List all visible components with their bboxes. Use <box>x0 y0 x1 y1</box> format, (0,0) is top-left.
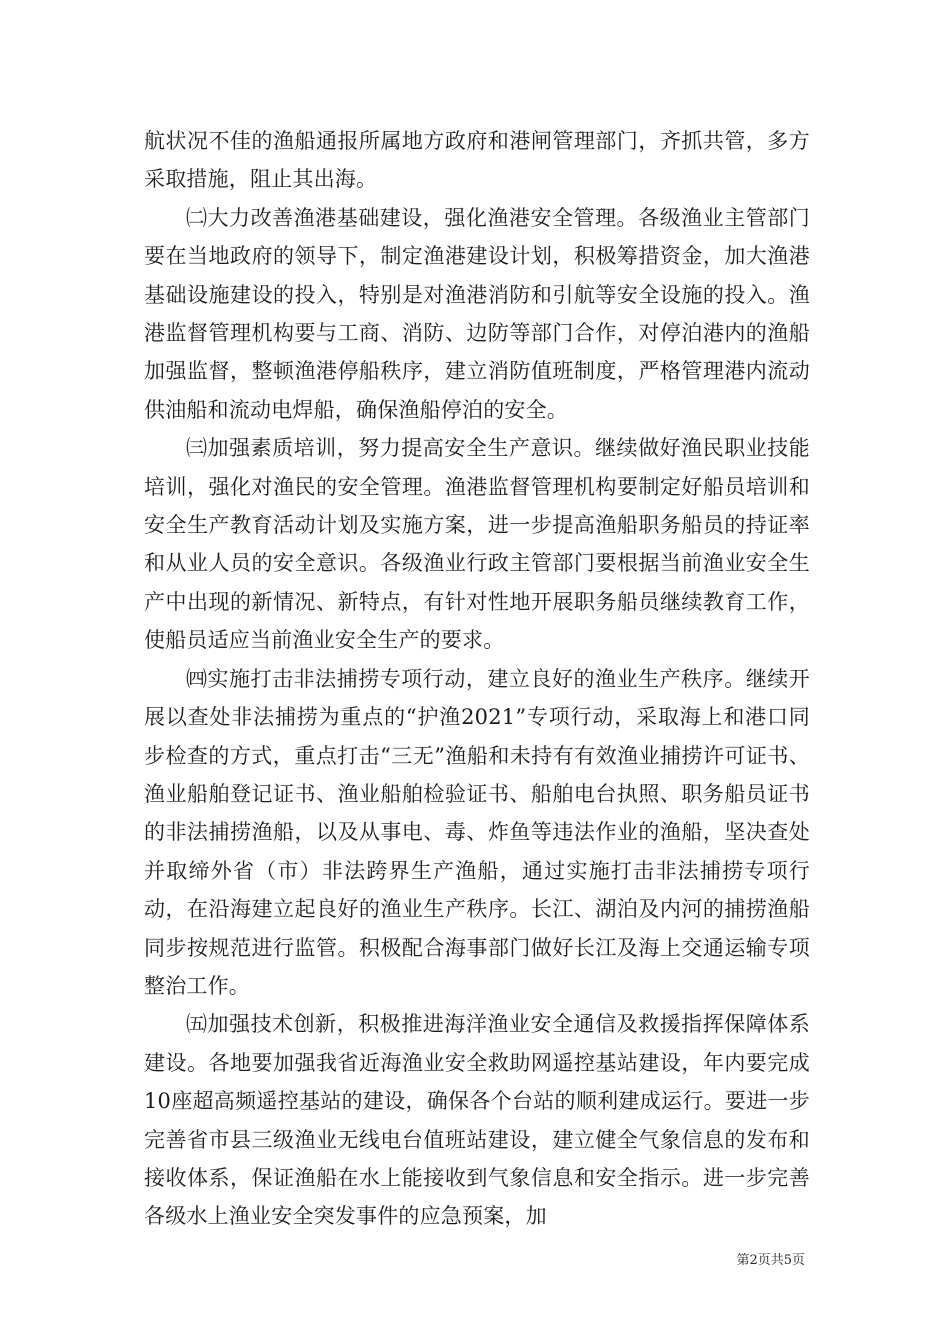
paragraph-section-4: ㈣实施打击非法捕捞专项行动，建立良好的渔业生产秩序。继续开展以查处非法捕捞为重点的“护渔2021”专项行动，采取海上和港口同步检查的方式，重点打击“三无”渔船和未持有有效渔业捕捞许可证书、渔业船舶登记证书、渔业船舶检验证书、船舶电台执照、职务船员证书的非法捕捞渔船，以及从事电、毒、炸鱼等违法作业的渔船，坚决查处并取缔外省（市）非法跨界生产渔船，通过实施打击非法捕捞专项行动，在沿海建立起良好的渔业生产秩序。长江、湖泊及内河的捕捞渔船同步按规范进行监管。积极配合海事部门做好长江及海上交通运输专项整治工作。 <box>144 666 810 998</box>
page-number-footer: 第2页共5页 <box>736 1253 805 1268</box>
paragraph-section-5: ㈤加强技术创新，积极推进海洋渔业安全通信及救援指挥保障体系建设。各地要加强我省近海渔业安全救助网遥控基站建设，年内要完成10座超高频遥控基站的建设，确保各个台站的顺利建成运行。要进一步完善省市县三级渔业无线电台值班站建设，建立健全气象信息的发布和接收体系，保证渔船在水上能接收到气象信息和安全指示。进一步完善各级水上渔业安全突发事件的应急预案，加 <box>144 1012 810 1229</box>
paragraph-section-2: ㈡大力改善渔港基础建设，强化渔港安全管理。各级渔业主管部门要在当地政府的领导下，制定渔港建设计划，积极筹措资金，加大渔港基础设施建设的投入，特别是对渔港消防和引航等安全设施的投入。渔港监督管理机构要与工商、消防、边防等部门合作，对停泊港内的渔船加强监督，整顿渔港停船秩序，建立消防值班制度，严格管理港内流动供油船和流动电焊船，确保渔船停泊的安全。 <box>144 205 810 422</box>
document-body <box>144 122 810 1236</box>
paragraph-section-3: ㈢加强素质培训，努力提高安全生产意识。继续做好渔民职业技能培训，强化对渔民的安全管理。渔港监督管理机构要制定好船员培训和安全生产教育活动计划及实施方案，进一步提高渔船职务船员的持证率和从业人员的安全意识。各级渔业行政主管部门要根据当前渔业安全生产中出现的新情况、新特点，有针对性地开展职务船员继续教育工作，使船员适应当前渔业安全生产的要求。 <box>144 436 810 653</box>
paragraph-continuation: 航状况不佳的渔船通报所属地方政府和港闸管理部门，齐抓共管，多方采取措施，阻止其出海。 <box>144 129 810 192</box>
